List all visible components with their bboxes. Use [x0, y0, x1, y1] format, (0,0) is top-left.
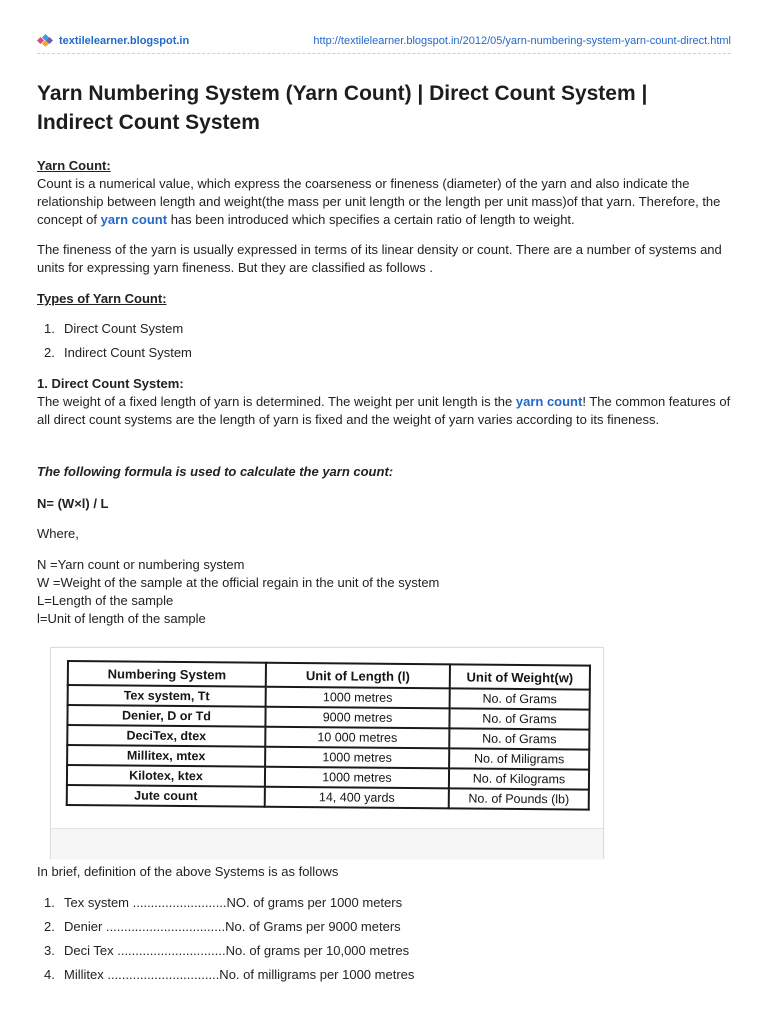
list-item: 3. Deci Tex ..............................No. of grams per 10,000 metres	[44, 943, 410, 958]
formula-heading: The following formula is used to calculate the yarn count:	[37, 464, 394, 479]
definition-line: L=Length of the sample	[37, 593, 174, 608]
list-item: 2. Indirect Count System	[44, 345, 192, 360]
yarn-count-paragraph	[37, 175, 737, 229]
table-cell: 1000 metres	[266, 687, 450, 709]
numbering-system-table	[66, 660, 591, 811]
numbering-system-table-image	[50, 647, 604, 859]
fineness-paragraph: The fineness of the yarn is usually expressed in terms of its linear density or count. There are a number of systems and units for expressing yarn fineness. But they are classified as follows .	[37, 242, 722, 275]
table-cell: 1000 metres	[265, 767, 449, 789]
list-item-text: Indirect Count System	[64, 345, 192, 360]
site-logo-icon	[37, 34, 53, 48]
table-cell: No. of Pounds (lb)	[449, 788, 589, 809]
table-cell: Tex system, Tt	[68, 685, 266, 707]
table-cell: Millitex, mtex	[67, 745, 265, 767]
yarn-count-link[interactable]: yarn count	[100, 212, 168, 227]
table-cell: No. of Grams	[449, 728, 589, 749]
list-item: 1. Direct Count System	[44, 321, 184, 336]
site-name-link[interactable]: textilelearner.blogspot.in	[59, 35, 190, 47]
table-cell: 1000 metres	[265, 747, 449, 769]
yarn-count-text-2: has been introduced which specifies a certain ratio of length to weight.	[167, 212, 575, 227]
page-url-link[interactable]: http://textilelearner.blogspot.in/2012/05/yarn-numbering-system-yarn-count-direct.html	[313, 35, 731, 47]
table-cell: Kilotex, ktex	[67, 765, 265, 787]
list-item-text: Millitex ...............................No. of milligrams per 1000 metres	[64, 967, 415, 982]
column-header: Unit of Weight(w)	[450, 664, 590, 689]
table-cell: DeciTex, dtex	[67, 725, 265, 747]
list-item-text: Deci Tex ..............................No. of grams per 10,000 metres	[64, 943, 410, 958]
list-item: 4. Millitex ...............................No. of milligrams per 1000 metres	[44, 967, 415, 982]
table-cell: No. of Grams	[449, 708, 589, 729]
types-heading	[37, 290, 737, 308]
yarn-count-text-1: Count is a numerical value, which express the coarseness or fineness (diameter) of the yarn and also indicate the relationship between length and weight(the mass per unit length or the length per unit mass)of that yarn. Therefore, the concept of	[37, 176, 721, 227]
definition-line: W =Weight of the sample at the official regain in the unit of the system	[37, 575, 440, 590]
table-cell: No. of Miligrams	[449, 748, 589, 769]
table-cell: Denier, D or Td	[67, 705, 265, 727]
table-cell: 10 000 metres	[265, 727, 449, 749]
list-item: 2. Denier .................................No. of Grams per 9000 meters	[44, 919, 401, 934]
where-label: Where,	[37, 526, 79, 541]
column-header: Numbering System	[68, 661, 266, 687]
table-cell: 9000 metres	[265, 707, 449, 729]
table-row	[67, 785, 589, 810]
yarn-count-heading-text: Yarn Count:	[37, 158, 111, 173]
types-heading-text: Types of Yarn Count:	[37, 291, 167, 306]
brief-intro: In brief, definition of the above Systems is as follows	[37, 864, 339, 879]
yarn-count-link-2[interactable]: yarn count	[515, 394, 583, 409]
article-title: Yarn Numbering System (Yarn Count) | Direct Count System | Indirect Count System	[37, 82, 648, 134]
table-cell: No. of Kilograms	[449, 768, 589, 789]
brief-list	[37, 894, 737, 990]
list-item-text: Denier .................................No. of Grams per 9000 meters	[64, 919, 401, 934]
direct-text-1: The weight of a fixed length of yarn is determined. The weight per unit length is the	[37, 394, 516, 409]
page-header	[37, 33, 737, 51]
header-divider	[37, 53, 731, 54]
table-cell: No. of Grams	[450, 688, 590, 709]
table-cell: 14, 400 yards	[265, 787, 449, 809]
list-item: 1. Tex system ..........................NO. of grams per 1000 meters	[44, 895, 403, 910]
yarn-count-heading	[37, 157, 737, 175]
column-header: Unit of Length (l)	[266, 663, 450, 689]
direct-text-2: ! The common features of all direct count systems are the length of yarn is fixed and the weight of yarn varies according to its fineness.	[37, 394, 731, 427]
image-bottom-strip	[51, 828, 603, 859]
types-list	[37, 320, 737, 368]
direct-count-paragraph	[37, 393, 737, 429]
definition-line: N =Yarn count or numbering system	[37, 557, 245, 572]
list-item-text: Tex system ..........................NO. of grams per 1000 meters	[64, 895, 403, 910]
formula: N= (W×l) / L	[37, 496, 109, 511]
list-item-text: Direct Count System	[64, 321, 184, 336]
direct-count-heading: 1. Direct Count System:	[37, 376, 184, 391]
definition-line: l=Unit of length of the sample	[37, 611, 206, 626]
table-cell: Jute count	[67, 785, 265, 807]
